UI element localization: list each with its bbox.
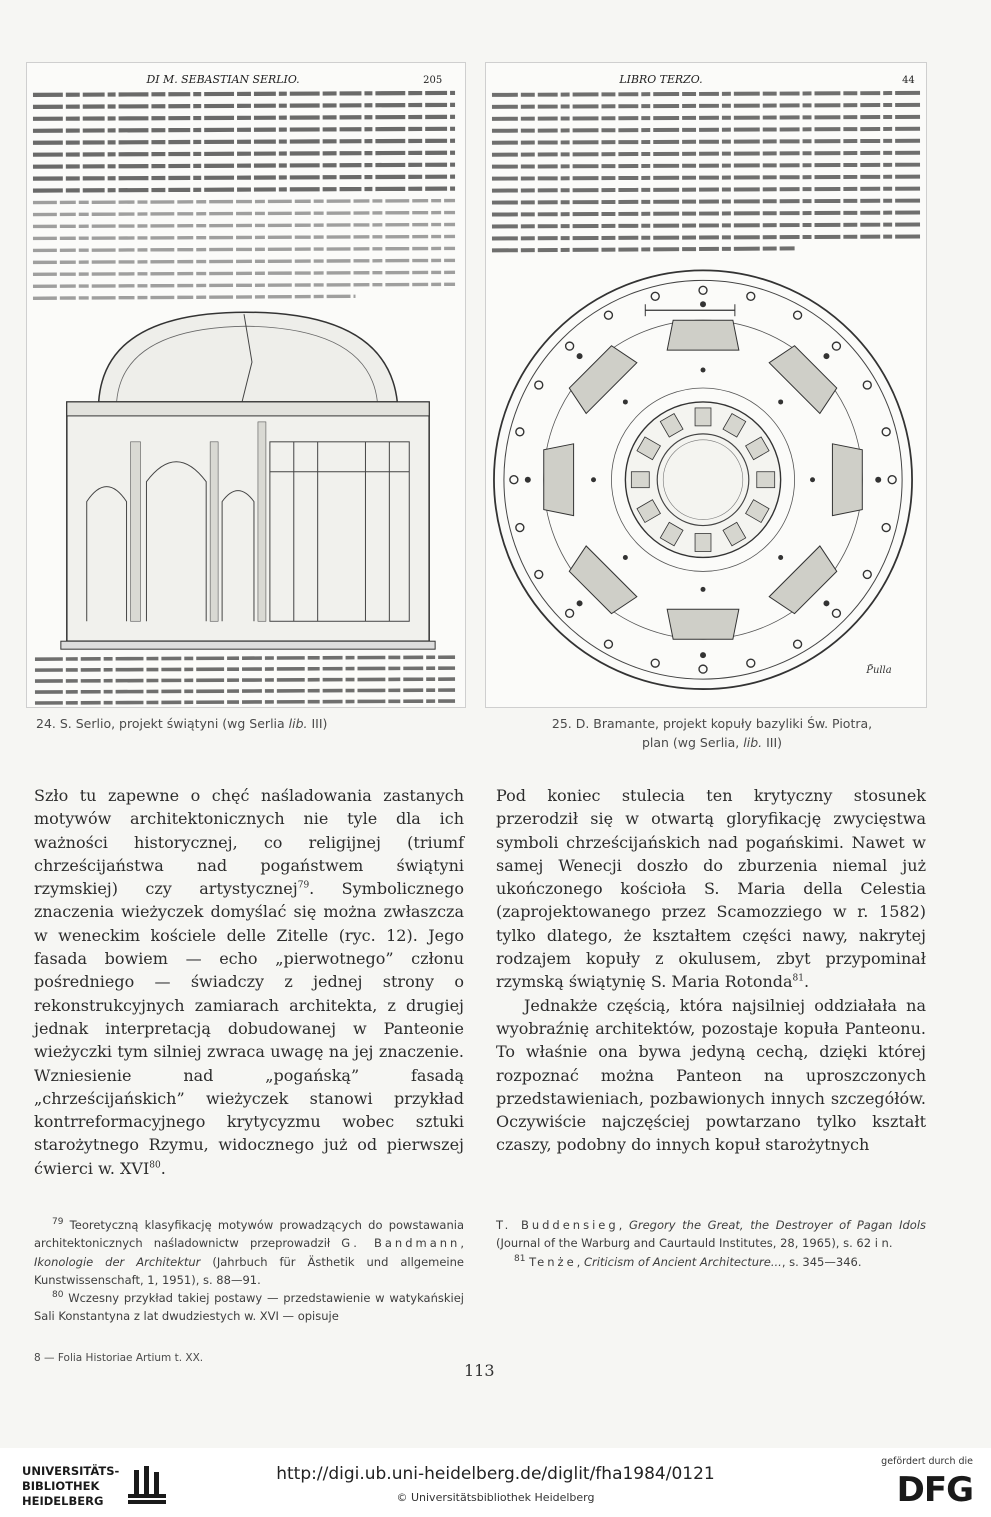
footnote-author: G. Bandmann [341, 1236, 461, 1251]
footnote-title: Gregory the Great, the Destroyer of Pagan Idols [628, 1218, 927, 1232]
body-text: Pod koniec stulecia ten krytyczny stosunek przerodził się w otwartą gloryfikację zwycięstwa symboli chrześcijańskich nad pogańskimi. Nawet w samej Wenecji doszło do zburzenia niemal już ukończonego kościoła S. Maria della Celestia (zaprojektowanego przez Scamozziego w r. 1582) tylko dlatego, że kształtem części nawy, nakrytej rodzajem kopuły z okulusem, zbyt przypominał rzymską świątynię S. Maria Rotonda [496, 786, 926, 992]
footnote-80-continued [496, 1216, 926, 1253]
body-column-right [496, 784, 926, 1157]
caption-25-end: III) [762, 735, 783, 750]
caption-figure-24 [36, 714, 456, 733]
footnote-text: (Jahrbuch für Ästhetik und allgemeine Kunstwissenschaft, 1, 1951), s. 88—91. [34, 1254, 464, 1287]
dfg-logo[interactable]: DFG [896, 1470, 973, 1510]
footnote-text: , [576, 1254, 584, 1269]
permalink-url[interactable]: http://digi.ub.uni-heidelberg.de/diglit/fha1984/0121 [276, 1464, 715, 1484]
footnotes-left [34, 1216, 464, 1326]
body-column-left [34, 784, 464, 1180]
footnote-text: , [618, 1218, 629, 1232]
caption-figure-25 [496, 714, 928, 752]
library-name-line: BIBLIOTHEK [22, 1479, 100, 1493]
library-name-line: HEIDELBERG [22, 1494, 104, 1508]
footnote-title: Criticism of Ancient Architecture... [583, 1254, 782, 1269]
footnote-author: T. Buddensieg [496, 1218, 619, 1232]
footnote-text: Wczesny przykład takiej postawy — przedstawienie w watykańskiej Sali Konstantyna z lat dwudziestych w. XVI — opisuje [34, 1291, 464, 1324]
caption-25-line2 [496, 733, 928, 752]
caption-25-italic: lib. [743, 735, 763, 750]
body-paragraph [496, 994, 926, 1157]
plan-annotation: P̃ulla [866, 665, 892, 677]
serlio-temple-engraving [27, 63, 465, 707]
footnote-79 [34, 1216, 464, 1289]
library-name-line: UNIVERSITÄTS- [22, 1464, 120, 1478]
caption-25-line1: 25. D. Bramante, projekt kopuły bazyliki Św. Piotra, [551, 716, 873, 731]
body-text: Szło tu zapewne o chęć naśladowania zastanych motywów architektonicznych nie tyle dla ich ważności historycznej, co religijnej (triumf chrześcijaństwa nad pogaństwem świątyni rzymskiej) czy artystycznej [34, 786, 464, 899]
footnote-81 [496, 1253, 926, 1271]
body-paragraph [496, 784, 926, 994]
figure-serlio-temple [26, 62, 466, 708]
footnote-80 [34, 1289, 464, 1326]
body-text: . [803, 972, 810, 992]
body-text: Jednakże częścią, która najsilniej oddziałała na wyobraźnię architektów, pozostaje kopuła Panteonu. To właśnie ona bywa jedyną cechą, dzięki której rozpoznać można Panteon na uproszczonych przedstawieniach, pozbawionych innych szczegółów. Oczywiście najczęściej powtarzano tylko kształt czaszy, podobny do innych kopuł starożytnych [496, 995, 926, 1155]
body-text: . Symbolicznego znaczenia wieżyczek domyślać się można zwłaszcza w weneckim kościele delle Zitelle (ryc. 12). Jego fasada bowiem — echo „pierwotnego” członu pośredniego — świadczy z jednej strony o rekonstrukcyjnych zamiarach architekta, z drugiej jednak interpretacją dobudowanej w Panteonie wieżyczki tym silniej zwraca uwagę na jej znaczenie. Wzniesienie nad „pogańską” fasadą „chrześcijańskich” wieżyczek stanowi przykład kontrreformacyjnego krytycyzmu wobec sztuki starożytnego Rzymu, widocznego już od pierwszej ćwierci w. XVI [34, 879, 464, 1178]
page-number: 113 [464, 1361, 495, 1380]
signature-mark: 8 — Folia Historiae Artium t. XX. [34, 1352, 204, 1364]
library-footer [0, 1448, 991, 1517]
footnote-number: 79 [52, 1217, 64, 1228]
footnote-text: (Journal of the Warburg and Caurtauld Institutes, 28, 1965), s. 62 i n. [496, 1236, 893, 1251]
footnote-text: , s. 345—346. [781, 1254, 862, 1269]
caption-24-end: III) [307, 716, 328, 731]
plate-left-page-number: 205 [423, 74, 443, 86]
footnote-number: 81 [514, 1253, 526, 1264]
caption-24-text: 24. S. Serlio, projekt świątyni (wg Serlia [36, 716, 289, 731]
footnote-text: Teoretyczną klasyfikację motywów prowadzących do powstawania architektonicznych naśladownictw przeprowadził [34, 1218, 464, 1251]
footnote-ref-80[interactable]: 80 [149, 1160, 161, 1171]
body-paragraph [34, 784, 464, 1180]
footnote-title: Ikonologie der Architektur [34, 1254, 201, 1269]
footnote-author: Tenże [529, 1254, 577, 1269]
body-text: . [160, 1158, 166, 1178]
caption-24-italic: lib. [288, 716, 308, 731]
caption-25-text: plan (wg Serlia, [641, 735, 744, 750]
plate-right-header: LIBRO TERZO. [619, 72, 703, 86]
figure-bramante-plan [485, 62, 927, 708]
footnote-ref-79[interactable]: 79 [297, 880, 310, 891]
footnotes-right [496, 1216, 926, 1271]
copyright-notice: © Universitätsbibliothek Heidelberg [396, 1491, 595, 1504]
funder-note: gefördert durch die [881, 1456, 973, 1467]
footnote-text: , [460, 1236, 464, 1251]
plate-right-page-number: 44 [902, 74, 915, 86]
bramante-plan-engraving [486, 63, 926, 707]
footnote-number: 80 [52, 1290, 64, 1301]
plate-left-header: DI M. SEBASTIAN SERLIO. [146, 72, 300, 86]
footnote-ref-81[interactable]: 81 [792, 974, 804, 985]
